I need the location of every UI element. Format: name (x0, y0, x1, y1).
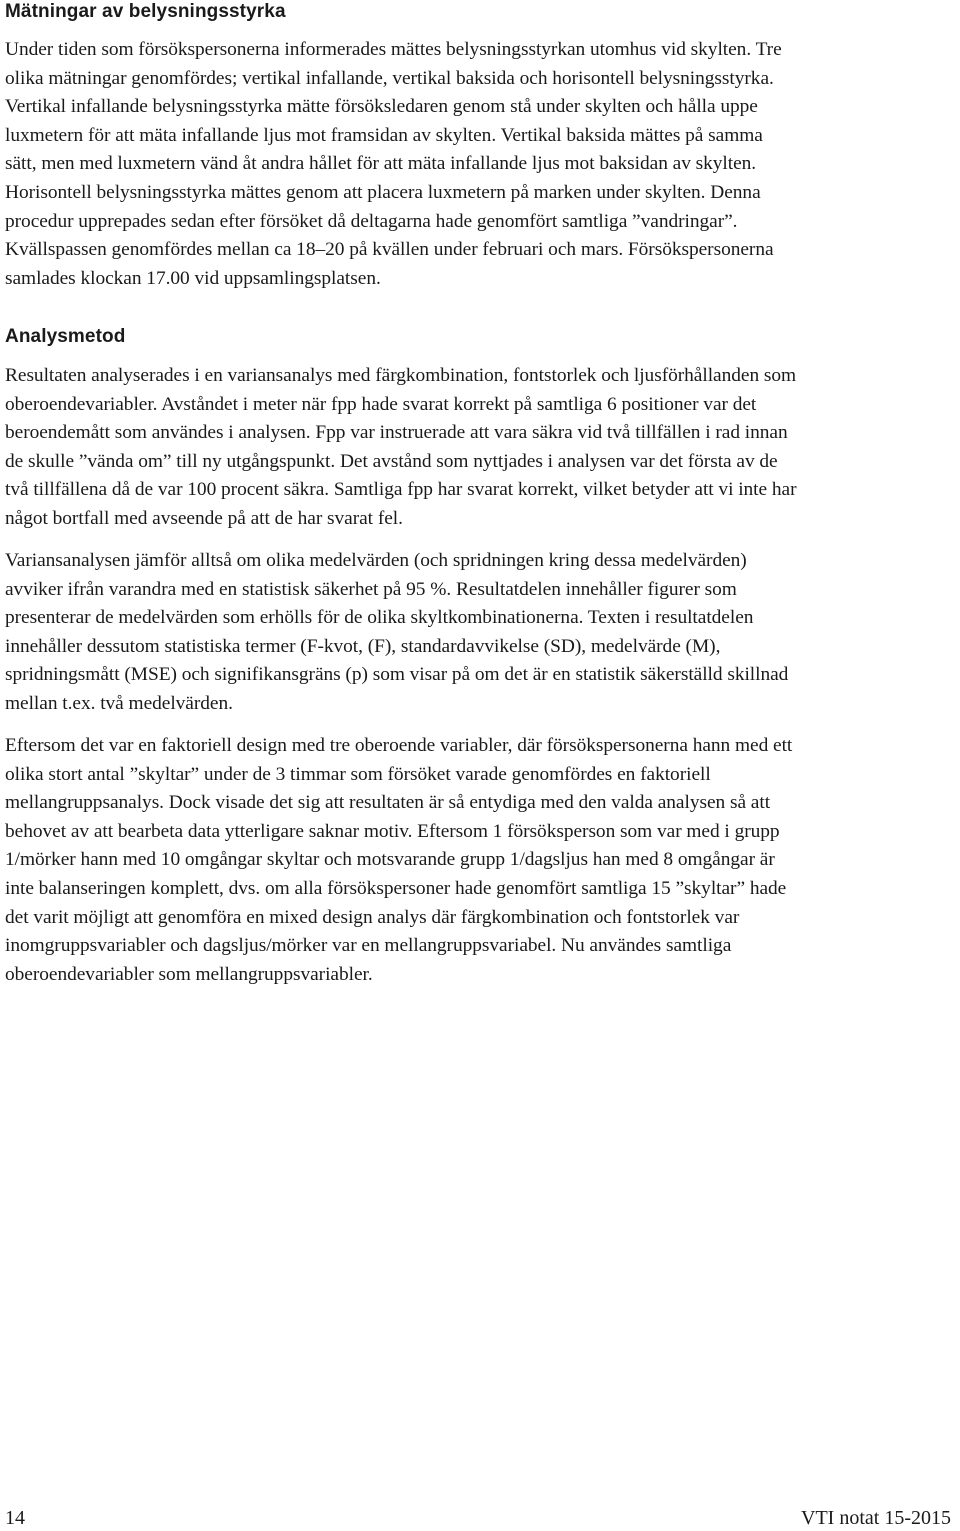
text-line: inomgruppsvariabler och dagsljus/mörker var en mellangruppsvariabel. Nu användes samtliga (5, 935, 732, 957)
text-line: Horisontell belysningsstyrka mättes genom att placera luxmetern på marken under skylten. Denna (5, 181, 761, 203)
paragraph-analysis-2 (5, 547, 960, 719)
text-line: procedur upprepades sedan efter försöket då deltagarna hade genomfört samtliga ”vandringar”. (5, 210, 738, 232)
text-line: inte balanseringen komplett, dvs. om alla försökspersoner hade genomfört samtliga 15 ”skyltar” hade (5, 877, 787, 899)
paragraph-analysis-3 (5, 732, 960, 989)
text-line: samlades klockan 17.00 vid uppsamlingsplatsen. (5, 267, 381, 289)
text-line: Kvällspassen genomfördes mellan ca 18–20 på kvällen under februari och mars. Försökspersonerna (5, 239, 774, 261)
text-line: avviker ifrån varandra med en statistisk säkerhet på 95 %. Resultatdelen innehåller figurer som (5, 578, 737, 600)
text-line: Under tiden som försökspersonerna informerades mättes belysningsstyrkan utomhus vid skylten. Tre (5, 39, 782, 60)
text-line: behovet av att bearbeta data ytterligare saknar motiv. Eftersom 1 försöksperson som var med i grupp (5, 820, 780, 842)
text-line: det varit möjligt att genomföra en mixed design analys där färgkombination och fontstorlek var (5, 906, 740, 928)
text-line: 1/mörker hann med 10 omgångar skyltar och motsvarande grupp 1/dagsljus han med 8 omgångar är (5, 849, 775, 871)
text-line: mellangruppsanalys. Dock visade det sig att resultaten är så entydiga med den valda analysen så att (5, 792, 771, 814)
document-id: VTI notat 15-2015 (801, 1507, 951, 1529)
paragraph-measurements (5, 36, 960, 293)
paragraph-analysis-1 (5, 362, 960, 534)
text-line: sätt, men med luxmetern vänd åt andra hållet för att mäta infallande ljus mot baksidan av skylten. (5, 153, 757, 175)
section-heading-measurements: Mätningar av belysningsstyrka (5, 1, 286, 22)
text-line: oberoendevariabler. Avståndet i meter när fpp hade svarat korrekt på samtliga 6 positioner var det (5, 393, 757, 415)
text-line: olika mätningar genomfördes; vertikal infallande, vertikal baksida och horisontell belysningsstyrka. (5, 67, 774, 89)
text-line: mellan t.ex. två medelvärden. (5, 692, 233, 714)
text-line: olika stort antal ”skyltar” under de 3 timmar som försöket varade genomfördes en faktoriell (5, 763, 711, 785)
page-number: 14 (5, 1507, 25, 1529)
section-heading-analysis: Analysmetod (5, 326, 126, 347)
text-line: Vertikal infallande belysningsstyrka mätte försöksledaren genom stå under skylten och hålla uppe (5, 96, 758, 118)
text-line: oberoendevariabler som mellangruppsvariabler. (5, 963, 373, 985)
text-line: spridningsmått (MSE) och signifikansgräns (p) som visar på om det är en statistik säkerställd skillnad (5, 664, 789, 686)
text-line: Eftersom det var en faktoriell design med tre oberoende variabler, där försökspersonerna hann med ett (5, 735, 793, 756)
text-line: Resultaten analyserades i en variansanalys med färgkombination, fontstorlek och ljusförhållanden som (5, 365, 797, 386)
text-line: innehåller dessutom statistiska termer (F-kvot, (F), standardavvikelse (SD), medelvärde (M), (5, 635, 721, 657)
text-line: presenterar de medelvärden som erhölls för de olika skyltkombinationerna. Texten i resultatdelen (5, 607, 754, 629)
text-line: beroendemått som användes i analysen. Fpp var instruerade att vara säkra vid två tillfällen i rad innan (5, 422, 788, 444)
text-line: luxmetern för att mäta infallande ljus mot framsidan av skylten. Vertikal baksida mättes på samma (5, 124, 763, 146)
text-line: Variansanalysen jämför alltså om olika medelvärden (och spridningen kring dessa medelvärden) (5, 550, 747, 571)
text-line: något bortfall med avseende på att de har svarat fel. (5, 507, 403, 529)
text-line: två tillfällena då de var 100 procent säkra. Samtliga fpp har svarat korrekt, vilket betyder att vi inte har (5, 479, 797, 501)
text-line: de skulle ”vända om” till ny utgångspunkt. Det avstånd som nyttjades i analysen var det första av de (5, 450, 778, 472)
